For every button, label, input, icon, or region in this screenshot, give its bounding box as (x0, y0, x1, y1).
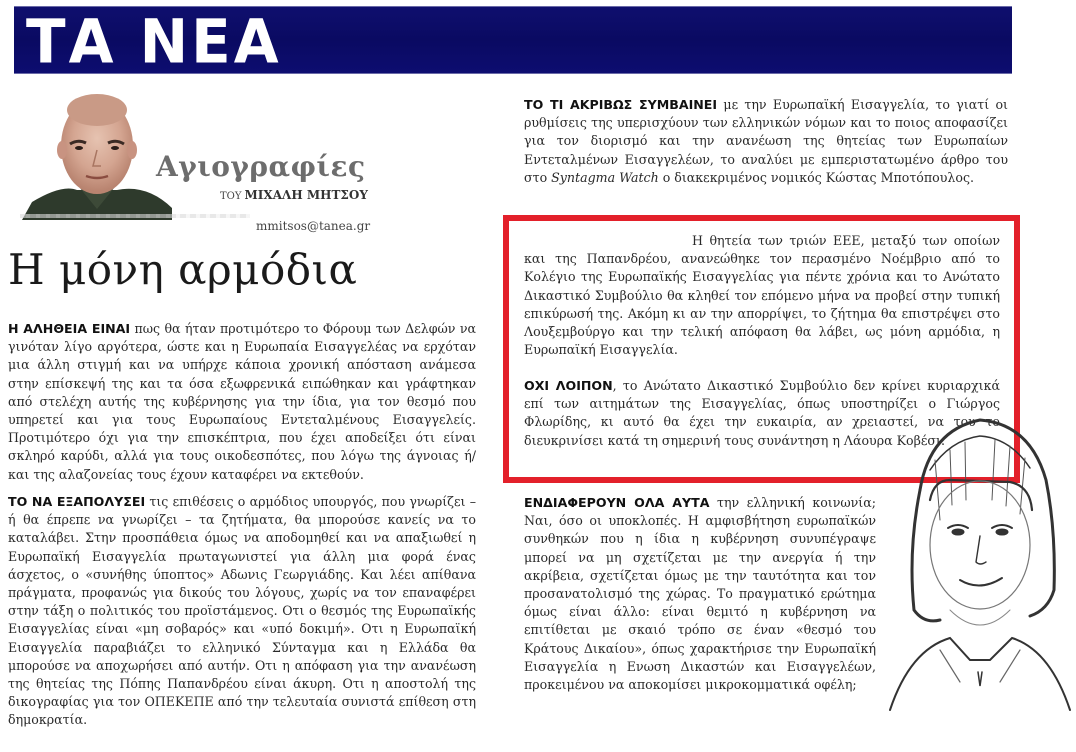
author-name: ΜΙΧΑΛΗ ΜΗΤΣΟΥ (244, 188, 368, 202)
paragraph-right-1 (524, 96, 1008, 187)
paragraph-lead: ΕΝΔΙΑΦΕΡΟΥΝ ΟΛΑ ΑΥΤΑ (524, 495, 710, 510)
paragraph-left-2 (8, 493, 476, 730)
paragraph-text: ο διακεκριμένος νομικός Κώστας Μποτόπουλος. (658, 169, 975, 185)
portrait-sketch-illustration (880, 410, 1076, 730)
author-email[interactable]: mmitsos@tanea.gr (256, 219, 371, 233)
publication-name: Syntagma Watch (551, 169, 659, 185)
column-name: Αγιογραφίες (156, 150, 366, 183)
paragraph-right-3 (524, 494, 876, 694)
paragraph-lead: ΤΟ ΝΑ ΕΞΑΠΟΛΥΣΕΙ (8, 494, 146, 509)
byline (220, 188, 368, 202)
paragraph-lead: ΟΧΙ ΛΟΙΠΟΝ (524, 378, 613, 393)
paragraph-text: , το Ανώτατο Δικαστικό Συμβούλιο δεν κρίνει κυριαρχικά επί των αιτημάτων της Εισαγγελίας, όπως υποστηρίζει ο Γιώργος Φλωρίδης, κι αυτό θα έχει την ευκαιρία, αν χρειαστεί, να του το διευκρινίσει κατά τη σημερινή τους συνάντηση η Λάουρα Κοβέσι. (524, 378, 1000, 448)
byline-prefix: ΤΟΥ (220, 191, 242, 202)
divider-line (20, 214, 250, 218)
paragraph-text: πως θα ήταν προτιμότερο το Φόρουμ των Δελφών να γινόταν λίγο αργότερα, ώστε και η Ευρωπαία Εισαγγελέας να ερχόταν μια άλλη στιγμή και να υπήρχε κάποια χρονική απόσταση ανάμεσα στην επίσκεψή της και τα όσα εξωφρενικά ειπώθηκαν και γράφτηκαν από στελέχη αυτής της κυβέρνησης για την ίδια, για τον θεσμό που υπηρετεί και για τους Ευρωπαίους Εντεταλμένους Εισαγγελείς. Προτιμότερο όχι για την επισκέπτρια, που έχει αποδείξει ότι είναι σκληρό καρύδι, αλλά για τους οικοδεσπότες, που λόγω της άγνοιας ή/και της αλαζονείας τους έχουν καταφέρει να εκτεθούν. (8, 321, 476, 482)
paragraph-text: την ελληνική κοινωνία; Ναι, όσο οι υποκλοπές. Η αμφισβήτηση ευρωπαϊκών συνθηκών που η ίδια η κυβέρνηση συνυπέγραψε μπορεί να μη σχετίζεται με την ανεργία ή την ακρίβεια, σχετίζεται όμως με την ταυτότητα και τον προσανατολισμό της χώρας. Το πραγματικό ερώτημα όμως είναι άλλο: είναι θεμιτό η κυβέρνηση να επιτίθεται με σκαιό τρόπο σε έναν «θεσμό του Κράτους Δικαίου», όπως χαρακτήρισε την Ευρωπαϊκή Εισαγγελία η Ενωση Δικαστών και Εισαγγελέων, προκειμένου να αποκομίσει μικροκομματικά οφέλη; (524, 495, 876, 693)
newspaper-title: ΤΑ ΝΕΑ (26, 5, 282, 78)
paragraph-text: με την Ευρωπαϊκή Εισαγγελία, το γιατί οι ρυθμίσεις της υπερισχύουν των ελληνικών νόμων και το ποιος αποφασίζει για τον διορισμό και την ανανέωση της θητείας των Ευρωπαίων Εντεταλμένων Εισαγγελέων, το αναλύει με εμπεριστατωμένο άρθρο του στο (524, 97, 1008, 185)
paragraph-text: τις επιθέσεις ο αρμόδιος υπουργός, που γνωρίζει – ή θα έπρεπε να γνωρίζει – τα ζητήματα, θα μπορούσε κανείς να το καταλάβει. Στην προσπάθεια όμως να αποδομηθεί και να απαξιωθεί η Ευρωπαϊκή Εισαγγελία πρωταγωνιστεί για άλλη μια φορά ένας άσχετος, ο «συνήθης ύποπτος» Αδωνις Γεωργιάδης. Και λέει απίθανα πράγματα, προφανώς για δικούς του λόγους, χωρίς να τον επαναφέρει στην τάξη ο πολιτικός του προϊστάμενος. Οτι ο θεσμός της Ευρωπαϊκής Εισαγγελίας είναι «μη σοβαρός» και «υπό δοκιμή». Οτι η Ευρωπαϊκή Εισαγγελία παραβιάζει το ελληνικό Σύνταγμα και η Ελλάδα θα μπορούσε να αποχωρήσει από αυτήν. Οτι η απόφαση για την ανανέωση της θητείας της Πόπης Παπανδρέου είναι άκυρη. Οτι η αποστολή της δικογραφίας για τον ΟΠΕΚΕΠΕ από την τελευταία συνιστά επίθεση στη δημοκρατία. (8, 494, 476, 728)
article-headline: Η μόνη αρμόδια (8, 245, 358, 294)
paragraph-lead: Η ΑΛΗΘΕΙΑ ΕΙΝΑΙ (8, 321, 131, 336)
paragraph-left-1 (8, 320, 476, 484)
author-photo (22, 84, 172, 220)
paragraph-text: Η θητεία των τριών ΕΕΕ, μεταξύ των οποίων και της Παπανδρέου, ανανεώθηκε τον περασμένο Νοέμβριο από το Κολέγιο της Ευρωπαϊκής Εισαγγελίας για πέντε χρόνια και το Ανώτατο Δικαστικό Συμβούλιο θα κληθεί τον επόμενο μήνα να προβεί στην τυπική επικύρωσή της. Ακόμη κι αν την απορρίψει, το ζήτημα θα επιστρέψει στο Λουξεμβούργο και την τελική απόφαση θα λάβει, ως μόνη αρμόδια, η Ευρωπαϊκή Εισαγγελία. (524, 233, 1000, 358)
paragraph-lead: ΤΟ ΤΙ ΑΚΡΙΒΩΣ ΣΥΜΒΑΙΝΕΙ (524, 97, 718, 112)
masthead-banner (14, 5, 1012, 78)
paragraph-highlight-1 (524, 232, 1000, 359)
